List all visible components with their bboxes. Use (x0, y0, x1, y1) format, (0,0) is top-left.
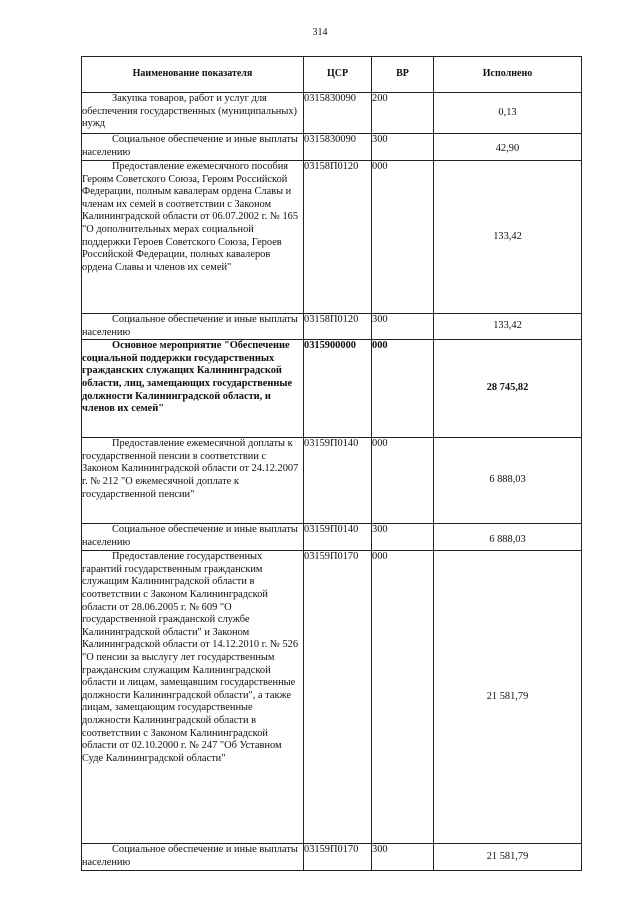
row-vr: 000 (372, 551, 434, 844)
row-indicator-name: Предоставление государственных гарантий государственным гражданским служащим Калининградской области в соответствии с Законом Калининградской области от 28.06.2005 г. № 609 "О государственной гражданской службе Калининградской области" и Законом Калининградской области от 14.12.2010 г. № 526 "О пенсии за выслугу лет государственным гражданским служащим Калининградской области и лицам, замещавшим государственные должности Калининградской области", а также лицам, замещающим государственные должности Калининградской области в соответствии с Законом Калининградской области от 02.10.2000 г. № 247 "Об Уставном Суде Калининградской области" (82, 551, 304, 844)
row-amount: 42,90 (434, 134, 582, 161)
row-csr: 0315830090 (304, 134, 372, 161)
row-amount: 21 581,79 (434, 844, 582, 871)
header-indicator-name: Наименование показателя (82, 57, 304, 93)
header-executed: Исполнено (434, 57, 582, 93)
table-row (82, 93, 582, 134)
row-csr: 0315830090 (304, 93, 372, 134)
row-indicator-name: Предоставление ежемесячного пособия Героям Советского Союза, Героям Российской Федерации, полным кавалерам ордена Славы и членам их семей в соответствии с Законом Калининградской области от 06.07.2002 г. № 165 "О дополнительных мерах социальной поддержки Героев Советского Союза, Героев Российской Федерации, полных кавалеров ордена Славы и членов их семей" (82, 161, 304, 314)
row-vr: 300 (372, 524, 434, 551)
row-amount: 28 745,82 (434, 340, 582, 438)
table-row (82, 134, 582, 161)
row-csr: 0315900000 (304, 340, 372, 438)
table-row (82, 844, 582, 871)
table-row (82, 340, 582, 438)
row-vr: 000 (372, 438, 434, 524)
row-vr: 000 (372, 161, 434, 314)
row-indicator-name: Закупка товаров, работ и услуг для обеспечения государственных (муниципальных) нужд (82, 93, 304, 134)
row-csr: 03159П0170 (304, 844, 372, 871)
row-vr: 300 (372, 844, 434, 871)
table-header-row (82, 57, 582, 93)
row-vr: 300 (372, 314, 434, 340)
row-indicator-name: Социальное обеспечение и иные выплаты населению (82, 844, 304, 871)
budget-execution-table (81, 56, 582, 871)
table-row (82, 524, 582, 551)
row-amount: 133,42 (434, 161, 582, 314)
row-amount: 6 888,03 (434, 524, 582, 551)
row-csr: 03159П0140 (304, 524, 372, 551)
row-csr: 03158П0120 (304, 314, 372, 340)
header-csr: ЦСР (304, 57, 372, 93)
row-amount: 6 888,03 (434, 438, 582, 524)
table-row (82, 438, 582, 524)
row-vr: 000 (372, 340, 434, 438)
row-amount: 0,13 (434, 93, 582, 134)
row-indicator-name: Социальное обеспечение и иные выплаты населению (82, 524, 304, 551)
row-indicator-name: Предоставление ежемесячной доплаты к государственной пенсии в соответствии с Законом Калининградской области от 24.12.2007 г. № 212 "О ежемесячной доплате к государственной пенсии" (82, 438, 304, 524)
row-indicator-name: Социальное обеспечение и иные выплаты населению (82, 134, 304, 161)
header-vr: ВР (372, 57, 434, 93)
table-row (82, 161, 582, 314)
table-row (82, 551, 582, 844)
row-indicator-name: Основное мероприятие "Обеспечение социальной поддержки государственных гражданских служащих Калининградской области, лиц, замещающих государственные должности Калининградской области, и членов их семей" (82, 340, 304, 438)
page-number: 314 (312, 27, 328, 38)
row-indicator-name: Социальное обеспечение и иные выплаты населению (82, 314, 304, 340)
row-vr: 300 (372, 134, 434, 161)
row-csr: 03158П0120 (304, 161, 372, 314)
row-vr: 200 (372, 93, 434, 134)
row-amount: 21 581,79 (434, 551, 582, 844)
table-row (82, 314, 582, 340)
row-csr: 03159П0140 (304, 438, 372, 524)
row-amount: 133,42 (434, 314, 582, 340)
row-csr: 03159П0170 (304, 551, 372, 844)
